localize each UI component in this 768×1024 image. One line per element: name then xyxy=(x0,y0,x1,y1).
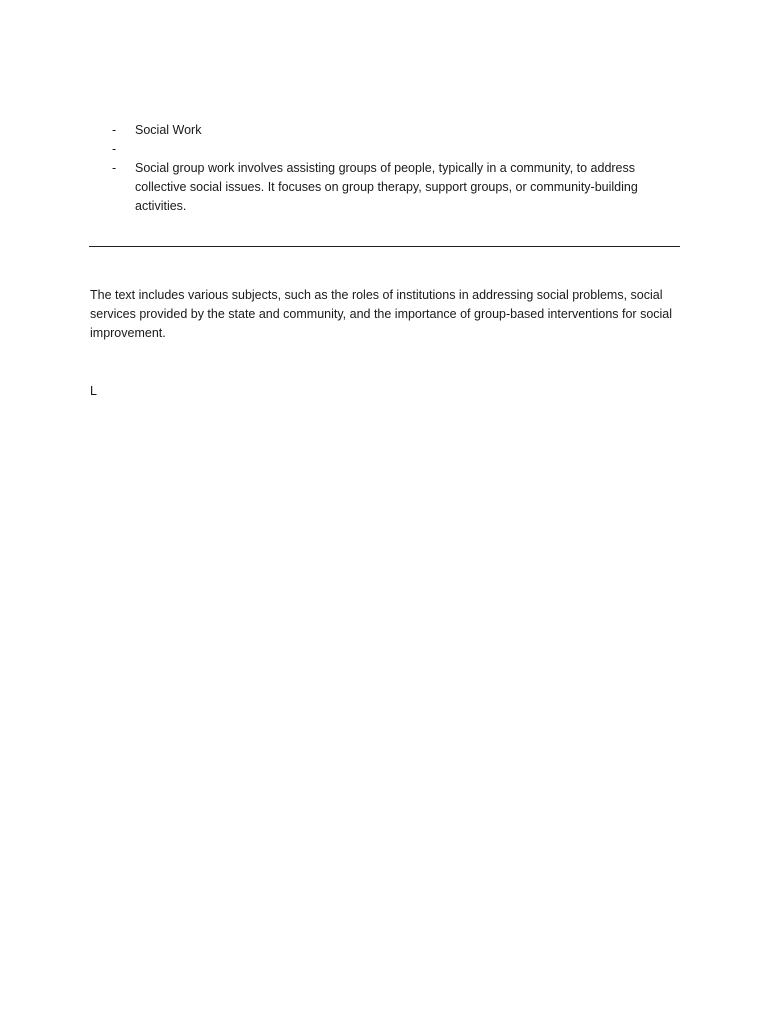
list-item-text: Social group work involves assisting groups of people, typically in a community, to address collective social issues. It focuses on group therapy, support groups, or community-building activities. xyxy=(135,161,638,213)
list-item xyxy=(112,140,652,159)
summary-paragraph: The text includes various subjects, such as the roles of institutions in addressing social problems, social services provided by the state and community, and the importance of group-based interventions for social improvement. xyxy=(90,288,673,340)
bullet-list xyxy=(112,121,652,216)
bullet-marker: - xyxy=(112,123,117,137)
horizontal-divider xyxy=(89,246,680,247)
list-item-text: Social Work xyxy=(135,123,202,137)
bullet-marker: - xyxy=(112,142,117,156)
list-item xyxy=(112,159,652,216)
stray-text: L xyxy=(90,384,97,398)
list-item xyxy=(112,121,652,140)
bullet-marker: - xyxy=(112,161,117,175)
